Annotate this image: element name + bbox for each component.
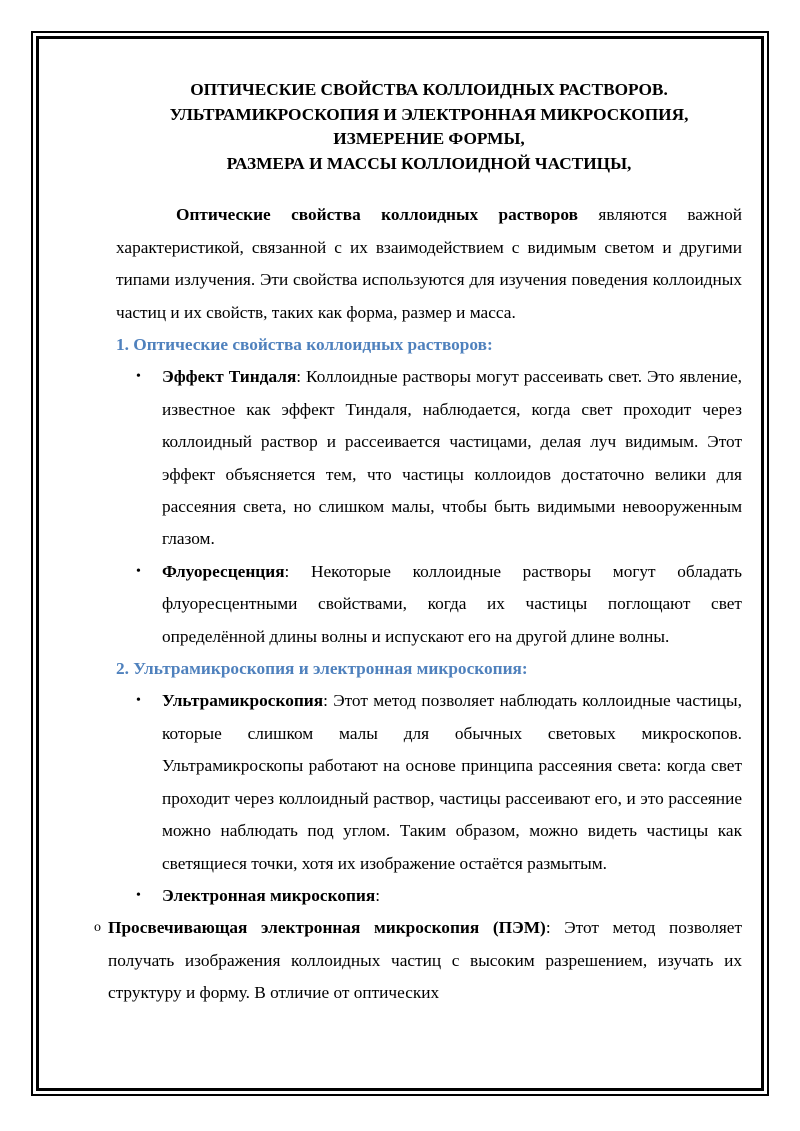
bullet-icon: • — [136, 563, 141, 579]
item-bold-term: Флуоресценция — [162, 561, 285, 581]
sub-item-bold-term: Просвечивающая электронная микроскопия (ПЭМ) — [108, 918, 546, 938]
item-text: : — [375, 885, 381, 905]
sub-item-tem — [94, 912, 742, 1009]
bullet-icon: • — [136, 369, 141, 385]
item-bold-term: Ультрамикроскопия — [162, 691, 324, 711]
bullet-icon: • — [136, 693, 141, 709]
document-title — [116, 78, 742, 176]
item-bold-term: Электронная микроскопия — [162, 885, 376, 905]
item-text: : Этот метод позволяет наблюдать коллоидные частицы, которые слишком малы для обычных световых микроскопов. Ультрамикроскопы работают на основе принципа рассеяния света: когда свет проходит через коллоидный раствор, частицы рассеивают его, и это рассеяние можно наблюдать под углом. Таким образом, можно видеть частицы как светящиеся точки, хотя их изображение остаётся размытым. — [162, 691, 742, 873]
title-line-1: ОПТИЧЕСКИЕ СВОЙСТВА КОЛЛОИДНЫХ РАСТВОРОВ. — [190, 80, 668, 99]
section-1-list — [116, 361, 742, 653]
intro-text: являются важной характеристикой, связанной с их взаимодействием с видимым светом и другими типами излучения. Эти свойства используются для изучения поведения коллоидных частиц и их свойств, таких как форма, размер и масса. — [116, 205, 742, 322]
circle-bullet-icon: o — [94, 920, 101, 936]
item-text: : Некоторые коллоидные растворы могут обладать флуоресцентными свойствами, когда их частицы поглощают свет определённой длины волны и испускают его на другой длине волны. — [162, 561, 742, 646]
bullet-icon: • — [136, 887, 141, 903]
sub-item-body — [108, 912, 742, 1009]
intro-paragraph — [116, 199, 742, 329]
title-line-4: РАЗМЕРА И МАССЫ КОЛЛОИДНОЙ ЧАСТИЦЫ, — [226, 153, 632, 173]
item-bold-term: Эффект Тиндаля — [162, 367, 297, 387]
list-item-tyndall — [136, 361, 742, 555]
list-item-electron-microscopy — [136, 880, 742, 912]
section-2-heading: 2. Ультрамикроскопия и электронная микроскопия: — [116, 659, 528, 679]
sub-item-text: : Этот метод позволяет получать изображения коллоидных частиц с высоким разрешением, изучать их структуру и форму. В отличие от оптических — [108, 918, 742, 1003]
section-1-heading: 1. Оптические свойства коллоидных растворов: — [116, 335, 493, 354]
document-body — [94, 70, 742, 1010]
title-line-2: УЛЬТРАМИКРОСКОПИЯ И ЭЛЕКТРОННАЯ МИКРОСКОПИЯ, — [169, 104, 689, 124]
item-text: : Коллоидные растворы могут рассеивать свет. Это явление, известное как эффект Тиндаля, наблюдается, когда свет проходит через коллоидный раствор и рассеивается частицами, делая луч видимым. Этот эффект объясняется тем, что частицы коллоидов достаточно велики для рассеяния света, но слишком малы, чтобы быть видимыми невооруженным глазом. — [162, 367, 742, 549]
list-item-fluorescence — [136, 556, 742, 653]
title-line-3: ИЗМЕРЕНИЕ ФОРМЫ, — [333, 129, 525, 149]
list-item-ultramicroscopy — [136, 685, 742, 879]
section-2-list — [116, 685, 742, 912]
intro-bold-term: Оптические свойства коллоидных растворов — [176, 205, 578, 225]
